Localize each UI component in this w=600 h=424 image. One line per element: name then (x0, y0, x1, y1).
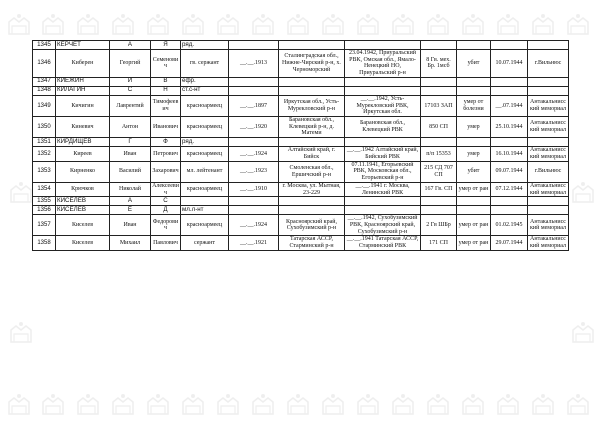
unit-cell: 8 Гв. мех. Бр. 1мсб (421, 50, 457, 78)
empty-cell (528, 86, 569, 95)
watermark-emblem-icon (495, 392, 521, 418)
table-row-summary (33, 77, 569, 86)
first-name-cell: Василий (110, 161, 151, 182)
patronymic-cell: Ф (151, 138, 181, 147)
watermark-emblem-icon (565, 392, 591, 418)
watermark-emblem-icon (180, 392, 206, 418)
row-number-cell: 1354 (33, 182, 56, 196)
first-name-cell: Георгий (110, 50, 151, 78)
draft-info-cell: __.__.1942, Сухобузимский РВК, Красноярский край, Сухобузимский р-н (345, 215, 421, 236)
watermark-emblem-icon (530, 392, 556, 418)
watermark-emblem-icon (8, 180, 34, 206)
birthplace-cell: Татарская АССР, Старминский р-н (279, 236, 345, 250)
rank-cell: красноармеец (181, 215, 229, 236)
watermark-emblem-icon (6, 392, 32, 418)
burial-place-cell: Антакальнисский мемориал (528, 95, 569, 116)
empty-cell (421, 197, 457, 206)
watermark-emblem-icon (320, 12, 346, 38)
first-name-cell: Антон (110, 117, 151, 138)
table-row-summary (33, 86, 569, 95)
empty-cell (457, 197, 491, 206)
birth-date-cell: __.__.1897 (229, 95, 279, 116)
fate-cell: умер от ран (457, 215, 491, 236)
empty-cell (491, 86, 528, 95)
row-number-cell: 1352 (33, 147, 56, 161)
surname-cell: Кичигин (56, 95, 110, 116)
fate-cell: умер от ран (457, 236, 491, 250)
first-name-cell: Е (110, 206, 151, 215)
death-date-cell: 10.07.1944 (491, 50, 528, 78)
empty-cell (421, 77, 457, 86)
unit-cell: 167 Гв. СП (421, 182, 457, 196)
birthplace-cell: Красноярский край, Сухобузимский р-н (279, 215, 345, 236)
empty-cell (421, 206, 457, 215)
table-row (33, 50, 569, 78)
watermark-emblem-icon (145, 12, 171, 38)
first-name-cell: Михаил (110, 236, 151, 250)
empty-cell (457, 206, 491, 215)
surname-cell: Киселев (56, 236, 110, 250)
unit-cell: 850 СП (421, 117, 457, 138)
burial-place-cell: Антакальнисский мемориал (528, 215, 569, 236)
empty-cell (491, 138, 528, 147)
row-number-cell: 1356 (33, 206, 56, 215)
empty-cell (528, 138, 569, 147)
unit-cell: 171 СП (421, 236, 457, 250)
empty-cell (279, 86, 345, 95)
row-number-cell: 1345 (33, 41, 56, 50)
patronymic-cell: Петрович (151, 147, 181, 161)
death-date-cell: __.07.1944 (491, 95, 528, 116)
unit-cell: 17103 ЗАП (421, 95, 457, 116)
surname-cell: Крючков (56, 182, 110, 196)
empty-cell (421, 41, 457, 50)
surname-cell: Киреев (56, 147, 110, 161)
death-date-cell: 25.10.1944 (491, 117, 528, 138)
first-name-cell: Г (110, 138, 151, 147)
fate-cell: убит (457, 50, 491, 78)
rank-cell: мл. лейтенант (181, 161, 229, 182)
draft-info-cell: 07.11.1941, Егорьевский РВК, Московская обл., Егорьевский р-н (345, 161, 421, 182)
empty-cell (457, 86, 491, 95)
empty-cell (491, 41, 528, 50)
watermark-emblem-icon (425, 392, 451, 418)
empty-cell (528, 206, 569, 215)
table-row (33, 95, 569, 116)
empty-cell (491, 197, 528, 206)
birth-date-cell: __.__.1923 (229, 161, 279, 182)
first-name-cell: Иван (110, 215, 151, 236)
birthplace-cell: Смоленская обл., Ершичский р-н (279, 161, 345, 182)
watermark-emblem-icon (355, 12, 381, 38)
birthplace-cell: Барановская обл., Клевецкий р-н, д. Матеми (279, 117, 345, 138)
burial-place-cell: г.Вильнюс (528, 50, 569, 78)
birthplace-cell: Сталинградская обл., Нижне-Чирский р-н, х. Черноморский (279, 50, 345, 78)
rank-cell: красноармеец (181, 147, 229, 161)
patronymic-cell: В (151, 77, 181, 86)
table-row (33, 147, 569, 161)
patronymic-cell: Павлович (151, 236, 181, 250)
watermark-emblem-icon (460, 12, 486, 38)
watermark-emblem-icon (390, 12, 416, 38)
watermark-emblem-icon (145, 392, 171, 418)
birthplace-cell: Алтайский край, г. Бийск (279, 147, 345, 161)
watermark-emblem-icon (530, 12, 556, 38)
burial-place-cell: г.Вильнюс (528, 161, 569, 182)
draft-info-cell: 23.04.1942, Приуральский РВК, Омская обл., Ямало-Ненецкий НО, Приуральский р-н (345, 50, 421, 78)
first-name-cell: И (110, 77, 151, 86)
watermark-emblem-icon (40, 12, 66, 38)
table-row-summary (33, 41, 569, 50)
empty-cell (457, 41, 491, 50)
table-row (33, 182, 569, 196)
death-date-cell: 01.02.1945 (491, 215, 528, 236)
empty-cell (279, 41, 345, 50)
row-number-cell: 1351 (33, 138, 56, 147)
patronymic-cell: Н (151, 86, 181, 95)
first-name-cell: С (110, 86, 151, 95)
watermark-emblem-icon (215, 12, 241, 38)
first-name-cell: Иван (110, 147, 151, 161)
unit-cell: 2 Гв ШБр (421, 215, 457, 236)
watermark-emblem-icon (570, 180, 596, 206)
draft-info-cell: __.__.1942, Усть-Мурекловский РВК, Иркутская обл. (345, 95, 421, 116)
rank-cell: гв. сержант (181, 50, 229, 78)
empty-cell (279, 197, 345, 206)
birth-date-cell: __.__.1920 (229, 117, 279, 138)
empty-cell (229, 138, 279, 147)
surname-cell: КЕРЧЕТ (56, 41, 110, 50)
watermark-emblem-icon (285, 392, 311, 418)
watermark-emblem-icon (75, 12, 101, 38)
watermark-emblem-icon (8, 320, 34, 346)
burial-register-table (32, 40, 569, 251)
rank-cell: сержант (181, 236, 229, 250)
death-date-cell: 29.07.1944 (491, 236, 528, 250)
empty-cell (279, 206, 345, 215)
watermark-emblem-icon (6, 12, 32, 38)
row-number-cell: 1347 (33, 77, 56, 86)
fate-cell: умер (457, 117, 491, 138)
patronymic-cell: Д (151, 206, 181, 215)
empty-cell (345, 77, 421, 86)
draft-info-cell: __.__.1942 Алтайский край, Бийский РВК (345, 147, 421, 161)
surname-cell: Киселев (56, 215, 110, 236)
birth-date-cell: __.__.1910 (229, 182, 279, 196)
patronymic-cell: Захарович (151, 161, 181, 182)
rank-cell: красноармеец (181, 95, 229, 116)
birth-date-cell: __.__.1921 (229, 236, 279, 250)
watermark-emblem-icon (250, 392, 276, 418)
empty-cell (229, 86, 279, 95)
rank-cell: ст.с-нт (181, 86, 229, 95)
watermark-emblem-icon (495, 12, 521, 38)
burial-place-cell: Антакальнисский мемориал (528, 147, 569, 161)
table-row (33, 215, 569, 236)
surname-cell: КИСЕЛЕВ (56, 206, 110, 215)
table-row (33, 117, 569, 138)
empty-cell (491, 77, 528, 86)
surname-cell: КИЕЖИН (56, 77, 110, 86)
rank-cell: мл.л-нт (181, 206, 229, 215)
table-row-summary (33, 138, 569, 147)
empty-cell (457, 77, 491, 86)
empty-cell (229, 77, 279, 86)
table-row-summary (33, 206, 569, 215)
watermark-emblem-icon (570, 320, 596, 346)
empty-cell (421, 138, 457, 147)
empty-cell (345, 138, 421, 147)
death-date-cell: 09.07.1944 (491, 161, 528, 182)
birth-date-cell: __.__.1913 (229, 50, 279, 78)
rank-cell: ефр. (181, 77, 229, 86)
empty-cell (421, 86, 457, 95)
fate-cell: умер от болезни (457, 95, 491, 116)
surname-cell: КИЛАГИН (56, 86, 110, 95)
first-name-cell: А (110, 197, 151, 206)
row-number-cell: 1348 (33, 86, 56, 95)
patronymic-cell: Семенович (151, 50, 181, 78)
surname-cell: Киневич (56, 117, 110, 138)
watermark-emblem-icon (250, 12, 276, 38)
row-number-cell: 1358 (33, 236, 56, 250)
fate-cell: убит (457, 161, 491, 182)
row-number-cell: 1357 (33, 215, 56, 236)
empty-cell (345, 197, 421, 206)
first-name-cell: Николай (110, 182, 151, 196)
patronymic-cell: С (151, 197, 181, 206)
watermark-emblem-icon (180, 12, 206, 38)
empty-cell (528, 197, 569, 206)
patronymic-cell: Иванович (151, 117, 181, 138)
watermark-emblem-icon (285, 12, 311, 38)
empty-cell (491, 206, 528, 215)
draft-info-cell: __.__.1941 г. Москва, Ленинский РВК (345, 182, 421, 196)
row-number-cell: 1346 (33, 50, 56, 78)
watermark-emblem-icon (75, 392, 101, 418)
watermark-emblem-icon (215, 392, 241, 418)
birthplace-cell: Иркутская обл., Усть-Мурекловский р-н (279, 95, 345, 116)
burial-place-cell: Антакальнисский мемориал (528, 236, 569, 250)
watermark-emblem-icon (460, 392, 486, 418)
watermark-emblem-icon (110, 12, 136, 38)
birth-date-cell: __.__.1924 (229, 215, 279, 236)
surname-cell: КИРДИЩЕВ (56, 138, 110, 147)
fate-cell: умер от ран (457, 182, 491, 196)
empty-cell (279, 138, 345, 147)
watermark-emblem-icon (320, 392, 346, 418)
birth-date-cell: __.__.1924 (229, 147, 279, 161)
empty-cell (279, 77, 345, 86)
row-number-cell: 1350 (33, 117, 56, 138)
watermark-emblem-icon (565, 12, 591, 38)
table-row-summary (33, 197, 569, 206)
patronymic-cell: Я (151, 41, 181, 50)
empty-cell (345, 86, 421, 95)
watermark-emblem-icon (355, 392, 381, 418)
row-number-cell: 1349 (33, 95, 56, 116)
rank-cell: красноармеец (181, 182, 229, 196)
unit-cell: 215 СД 707 СП (421, 161, 457, 182)
death-date-cell: 07.12.1944 (491, 182, 528, 196)
burial-place-cell: Антакальнисский мемориал (528, 182, 569, 196)
table-row (33, 161, 569, 182)
empty-cell (229, 206, 279, 215)
rank-cell: красноармеец (181, 117, 229, 138)
patronymic-cell: Тимофеевич (151, 95, 181, 116)
rank-cell (181, 197, 229, 206)
watermark-emblem-icon (110, 392, 136, 418)
burial-place-cell: Антакальнисский мемориал (528, 117, 569, 138)
empty-cell (528, 41, 569, 50)
draft-info-cell: Барановская обл., Клевецкий РВК (345, 117, 421, 138)
rank-cell: ряд. (181, 138, 229, 147)
empty-cell (229, 41, 279, 50)
table-row (33, 236, 569, 250)
row-number-cell: 1355 (33, 197, 56, 206)
birthplace-cell: г. Москва, ул. Мытная, 23-229 (279, 182, 345, 196)
draft-info-cell: __.__.1941 Татарская АССР, Старминский РВК (345, 236, 421, 250)
watermark-emblem-icon (40, 392, 66, 418)
empty-cell (528, 77, 569, 86)
watermark-emblem-icon (390, 392, 416, 418)
first-name-cell: Лаврентий (110, 95, 151, 116)
row-number-cell: 1353 (33, 161, 56, 182)
empty-cell (229, 197, 279, 206)
rank-cell: ряд. (181, 41, 229, 50)
surname-cell: Киберен (56, 50, 110, 78)
empty-cell (457, 138, 491, 147)
first-name-cell: А (110, 41, 151, 50)
patronymic-cell: Федорович (151, 215, 181, 236)
surname-cell: Кирненко (56, 161, 110, 182)
patronymic-cell: Алексеевич (152, 182, 179, 196)
death-date-cell: 16.10.1944 (491, 147, 528, 161)
empty-cell (345, 206, 421, 215)
fate-cell: умер (457, 147, 491, 161)
empty-cell (345, 41, 421, 50)
surname-cell: КИСЕЛЕВ (56, 197, 110, 206)
watermark-emblem-icon (425, 12, 451, 38)
unit-cell: п/п 15353 (421, 147, 457, 161)
